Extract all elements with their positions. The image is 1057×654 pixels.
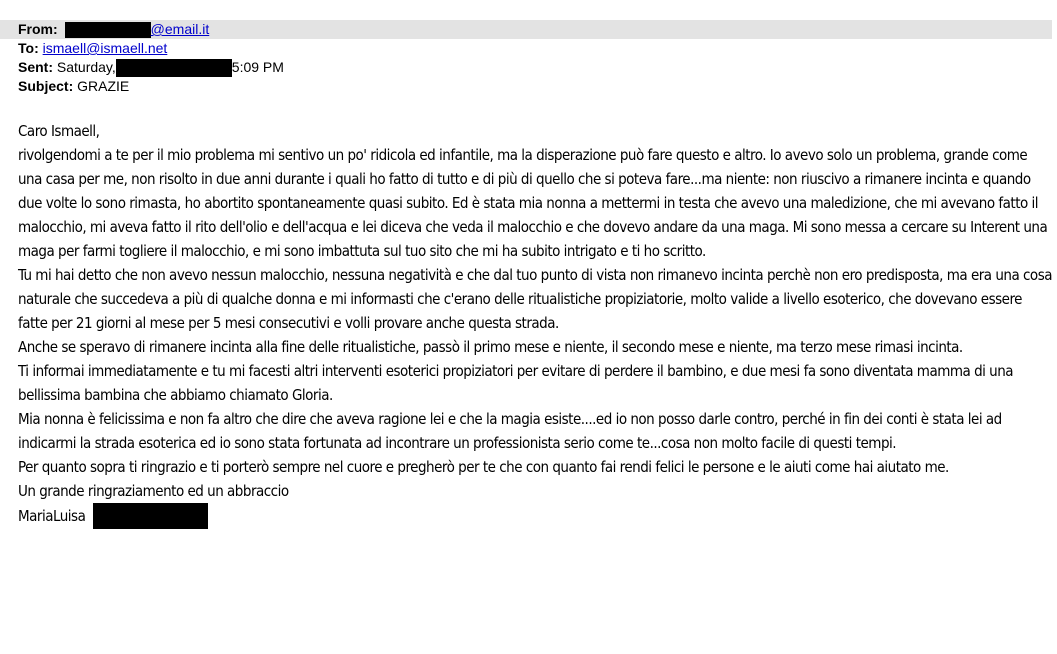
to-email-link[interactable]: ismaell@ismaell.net: [42, 40, 168, 56]
subject-text: GRAZIE: [77, 78, 130, 94]
body-paragraph: Anche se speravo di rimanere incinta alla fine delle ritualistiche, passò il primo mese e niente, il secondo mese e niente, ma terzo mese rimasi incinta.: [18, 338, 963, 356]
sent-label: Sent:: [18, 59, 53, 75]
sent-time: 5:09 PM: [231, 59, 284, 75]
redacted-sender-name: [65, 22, 151, 38]
from-label: From:: [18, 21, 58, 37]
signature-name: MariaLuisa: [18, 507, 86, 525]
to-row: [0, 39, 1057, 58]
from-email-link[interactable]: @email.it: [150, 21, 210, 37]
email-body: [18, 119, 1053, 529]
closing-line: Un grande ringraziamento ed un abbraccio: [18, 482, 289, 500]
subject-label: Subject:: [18, 78, 74, 94]
greeting: Caro Ismaell,: [18, 122, 100, 140]
subject-row: [0, 77, 1057, 96]
to-label: To:: [18, 40, 39, 56]
body-paragraph: rivolgendomi a te per il mio problema mi sentivo un po' ridicola ed infantile, ma la disperazione può fare questo e altro. Io avevo solo un problema, grande come una casa per me, non risolto in due anni durante i quali ho fatto di tutto e di più di quello che si poteva fare...ma niente: non riuscivo a rimanere incinta e quando due volte lo sono rimasta, ho abortito spontaneamente quasi subito. Ed è stata mia nonna a mettermi in testa che avevo una maledizione, che mi avevano fatto il malocchio, mi aveva fatto il rito dell'olio e dell'acqua e lei diceva che veda il malocchio e che dovevo andare da una maga. Mi sono messa a cercare su Interent una maga per farmi togliere il malocchio, e mi sono imbattuta sul tuo sito che mi ha subito intrigato e ti ho scritto.: [18, 146, 1048, 260]
sent-day: Saturday,: [56, 59, 116, 75]
from-row: [0, 20, 1052, 39]
redacted-sent-date: [116, 59, 232, 77]
body-paragraph: Per quanto sopra ti ringrazio e ti porterò sempre nel cuore e pregherò per te che con quanto fai rendi felici le persone e le aiuti come hai aiutato me.: [18, 458, 949, 476]
signature-row: [18, 503, 208, 529]
body-paragraph: Tu mi hai detto che non avevo nessun malocchio, nessuna negatività e che dal tuo punto di vista non rimanevo incinta perchè non ero predisposta, ma era una cosa naturale che succedeva a più di qualche donna e mi informasti che c'erano delle ritualistiche propiziatorie, molto valide a livello esoterico, che dovevano essere fatte per 21 giorni al mese per 5 mesi consecutivi e volli provare anche questa strada.: [18, 266, 1052, 332]
body-paragraph: Ti informai immediatamente e tu mi facesti altri interventi esoterici propiziatori per evitare di perdere il bambino, e due mesi fa sono diventata mamma di una bellissima bambina che abbiamo chiamato Gloria.: [18, 362, 1014, 404]
sent-row: [0, 58, 1057, 77]
redacted-signature-surname: [93, 503, 208, 529]
body-paragraph: Mia nonna è felicissima e non fa altro che dire che aveva ragione lei e che la magia esiste....ed io non posso darle contro, perché in fin dei conti è stata lei ad indicarmi la strada esoterica ed io sono stata fortunata ad incontrare un professionista serio come te...cosa non molto facile di questi tempi.: [18, 410, 1002, 452]
email-header: [0, 20, 1057, 96]
